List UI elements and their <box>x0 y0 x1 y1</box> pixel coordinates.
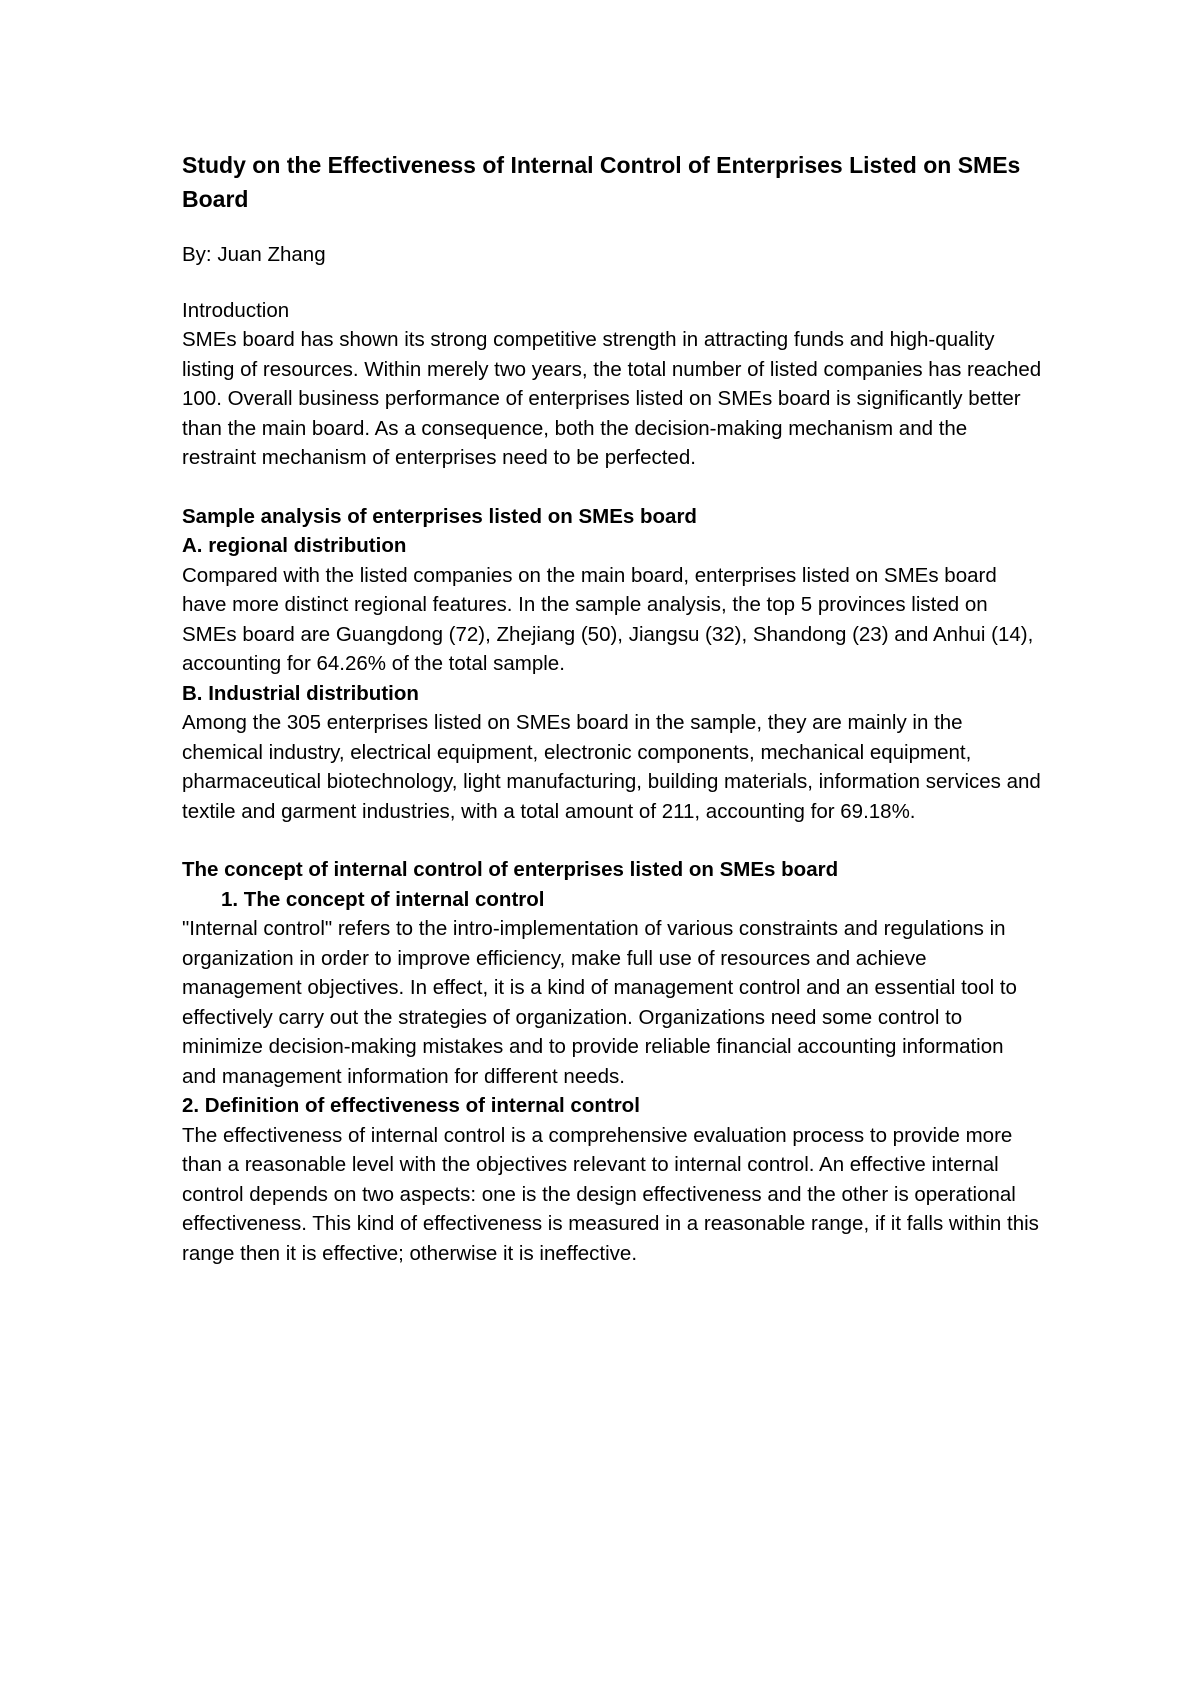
intro-heading: Introduction <box>182 298 290 322</box>
paragraph-industrial-distribution: Among the 305 enterprises listed on SMEs board in the sample, they are mainly in the chemical industry, electrical equipment, electronic components, mechanical equipment, pharmaceutical biotechnology, light manufacturing, building materials, information services and textile and garment industries, with a total amount of 211, accounting for 69.18%. <box>182 711 1041 823</box>
subheading-concept-internal-control: 1. The concept of internal control <box>221 887 545 911</box>
author-line: By: Juan Zhang <box>182 243 326 266</box>
section-heading-sample-analysis: Sample analysis of enterprises listed on SMEs board <box>182 504 697 528</box>
document-title: Study on the Effectiveness of Internal Control of Enterprises Listed on SMEs Board <box>182 152 1021 212</box>
document-page <box>182 148 1042 1268</box>
subheading-regional-distribution: A. regional distribution <box>182 534 407 557</box>
subheading-industrial-distribution: B. Industrial distribution <box>182 681 419 705</box>
paragraph-concept-internal-control: "Internal control" refers to the intro-implementation of various constraints and regulations in organization in order to improve efficiency, make full use of resources and achieve management objectives. In effect, it is a kind of management control and an essential tool to effectively carry out the strategies of organization. Organizations need some control to minimize decision-making mistakes and to provide reliable financial accounting information and management information for different needs. <box>182 917 1017 1088</box>
section-heading-internal-control-concept: The concept of internal control of enterprises listed on SMEs board <box>182 858 839 881</box>
paragraph-regional-distribution: Compared with the listed companies on the main board, enterprises listed on SMEs board have more distinct regional features. In the sample analysis, the top 5 provinces listed on SMEs board are Guangdong (72), Zhejiang (50), Jiangsu (32), Shandong (23) and Anhui (14), accounting for 64.26% of the total sample. <box>182 563 1034 675</box>
subheading-definition-effectiveness: 2. Definition of effectiveness of internal control <box>182 1094 640 1117</box>
paragraph-definition-effectiveness: The effectiveness of internal control is a comprehensive evaluation process to provide more than a reasonable level with the objectives relevant to internal control. An effective internal control depends on two aspects: one is the design effectiveness and the other is operational effectiveness. This kind of effectiveness is measured in a reasonable range, if it falls within this range then it is effective; otherwise it is ineffective. <box>182 1123 1039 1265</box>
intro-paragraph: SMEs board has shown its strong competitive strength in attracting funds and high-quality listing of resources. Within merely two years, the total number of listed companies has reached 100. Overall business performance of enterprises listed on SMEs board is significantly better than the main board. As a consequence, both the decision-making mechanism and the restraint mechanism of enterprises need to be perfected. <box>182 328 1042 469</box>
